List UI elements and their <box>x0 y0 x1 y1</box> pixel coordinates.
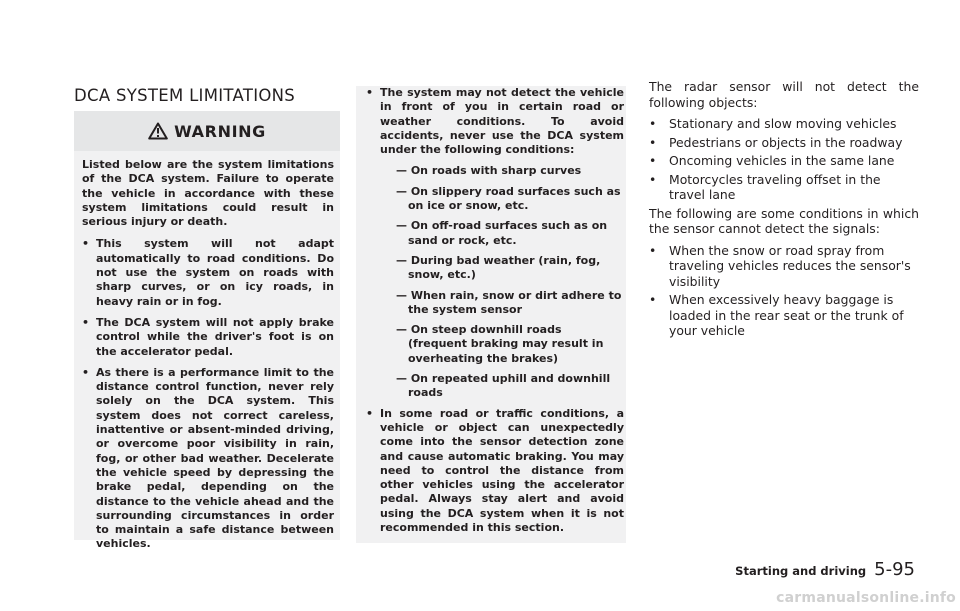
condition-item: — On off-road surfaces such as on sand or rock, etc. <box>396 219 608 247</box>
warning-continued-box <box>356 86 626 543</box>
watermark: carmanualsonline.info <box>776 590 956 606</box>
object-item: • Oncoming vehicles in the same lane <box>649 153 895 168</box>
warning-bullet: • The system may not detect the vehicle in front of you in certain road or weather conditions. To avoid accidents, never use the DCA system under the following conditions: <box>366 86 624 157</box>
section-title: DCA SYSTEM LIMITATIONS <box>74 86 296 105</box>
condition-item: — On steep downhill roads (frequent braking may result in overheating the brakes) <box>396 323 604 365</box>
page-footer <box>735 559 915 580</box>
warning-continued-text <box>366 86 624 542</box>
page-number: 5-95 <box>874 559 915 580</box>
sensor-condition-item: • When excessively heavy baggage is loaded in the rear seat or the trunk of your vehicle <box>649 292 904 338</box>
warning-bullet: • As there is a performance limit to the distance control function, never rely solely on the DCA system. This system does not correct careless, inattentive or absent-minded driving, or overcome poor visibility in rain, fog, or other bad weather. Decelerate the vehicle speed by depressing the brake pedal, depending on the distance to the vehicle ahead and the surrounding circumstances in order to maintain a safe distance between vehicles. <box>82 365 334 551</box>
object-item: • Stationary and slow moving vehicles <box>649 116 897 131</box>
object-item: • Motorcycles traveling offset in the travel lane <box>649 171 881 202</box>
warning-label: WARNING <box>174 121 266 141</box>
condition-item: — During bad weather (rain, fog, snow, etc.) <box>396 253 601 282</box>
body-text-column <box>649 79 919 342</box>
footer-section-name: Starting and driving <box>735 564 867 578</box>
warning-bullet: • The DCA system will not apply brake control while the driver's foot is on the accelerator pedal. <box>82 315 334 358</box>
sensor-condition-item: • When the snow or road spray from traveling vehicles reduces the sensor's visibility <box>649 242 911 289</box>
object-item: • Pedestrians or objects in the roadway <box>649 134 903 150</box>
warning-triangle-icon <box>148 122 168 140</box>
warning-intro: Listed below are the system limitations of the DCA system. Failure to operate the vehicle in accordance with these system limitations could result in serious injury or death. <box>82 158 334 229</box>
condition-item: — On repeated uphill and downhill roads <box>396 372 611 400</box>
warning-text <box>82 158 334 559</box>
radar-intro: The radar sensor will not detect the following objects: <box>649 79 919 110</box>
condition-item: — When rain, snow or dirt adhere to the system sensor <box>396 288 622 316</box>
warning-bullet: • In some road or traffic conditions, a vehicle or object can unexpectedly come into the sensor detection zone and cause automatic braking. You may need to control the distance from other vehicles using the accelerator pedal. Always stay alert and avoid using the DCA system when it is not recommended in this section. <box>366 406 624 535</box>
condition-item: — On slippery road surfaces such as on ice or snow, etc. <box>396 184 621 213</box>
warning-bullet: • This system will not adapt automatically to road conditions. Do not use the system on roads with sharp curves, or on icy roads, in heavy rain or in fog. <box>82 237 334 308</box>
sensor-conditions-intro: The following are some conditions in which the sensor cannot detect the signals: <box>649 205 919 236</box>
warning-header <box>74 111 340 151</box>
condition-item: — On roads with sharp curves <box>396 164 582 178</box>
